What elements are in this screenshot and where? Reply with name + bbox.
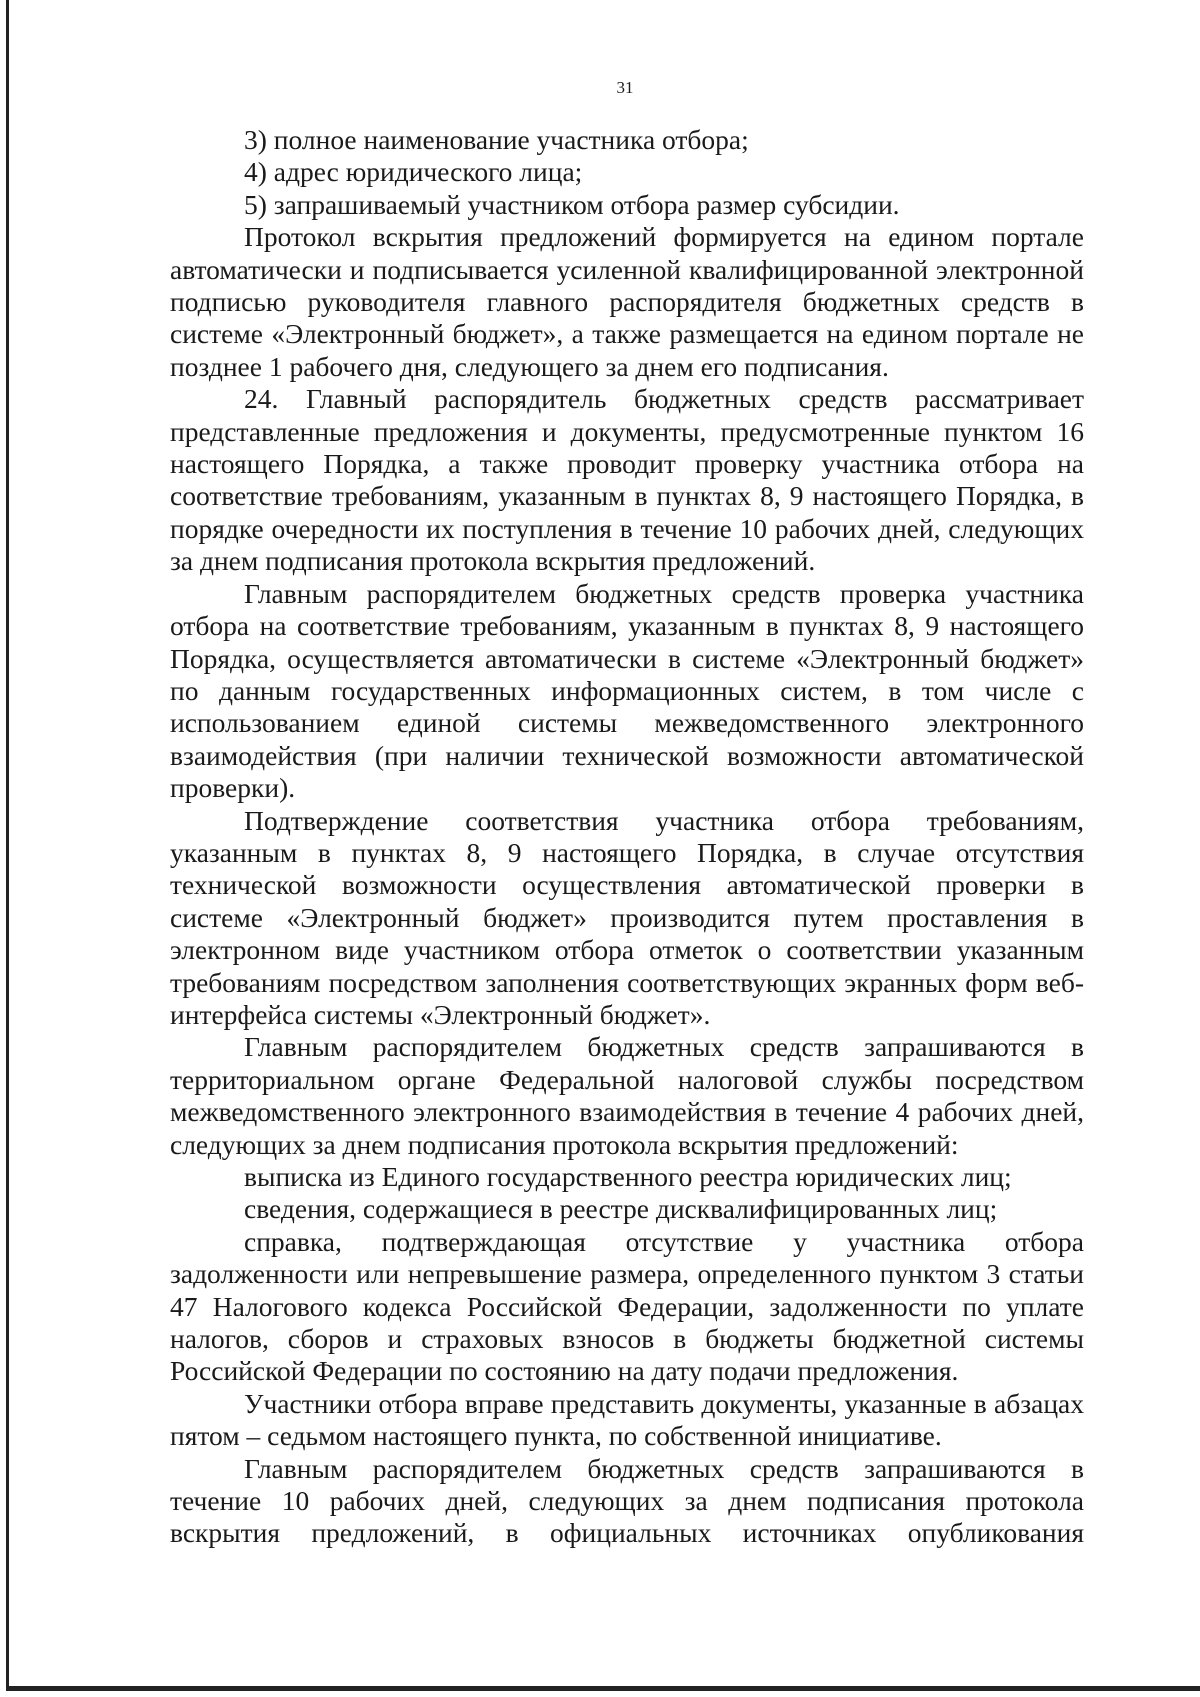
list-item-tax-certificate: справка, подтверждающая отсутствие у участника отбора задолженности или непревышение размера, определенного пунктом 3 статьи 47 Налогового кодекса Российской Федерации, задолженности по уплате налогов, сборов и страховых взносов в бюджеты бюджетной системы Российской Федерации по состоянию на дату подачи предложения. <box>170 1225 1084 1387</box>
paragraph-official-sources: Главным распорядителем бюджетных средств запрашиваются в течение 10 рабочих дней, следующих за днем подписания протокола вскрытия предложений, в официальных источниках опубликования <box>170 1452 1084 1549</box>
paragraph-clause-24: 24. Главный распорядитель бюджетных средств рассматривает представленные предложения и документы, предусмотренные пунктом 16 настоящего Порядка, а также проводит проверку участника отбора на соответствие требованиям, указанным в пунктах 8, 9 настоящего Порядка, в порядке очередности их поступления в течение 10 рабочих дней, следующих за днем подписания протокола вскрытия предложений. <box>170 383 1084 577</box>
scan-border-bottom <box>6 1686 1200 1691</box>
list-item-5: 5) запрашиваемый участником отбора размер субсидии. <box>244 188 900 220</box>
document-body <box>170 124 1084 1550</box>
list-item-3: 3) полное наименование участника отбора; <box>244 124 749 155</box>
paragraph-own-initiative: Участники отбора вправе представить документы, указанные в абзацах пятом – седьмом настоящего пункта, по собственной инициативе. <box>170 1387 1084 1452</box>
page-number: 31 <box>616 78 634 97</box>
paragraph-automatic-check: Главным распорядителем бюджетных средств проверка участника отбора на соответствие требованиям, указанным в пунктах 8, 9 настоящего Порядка, осуществляется автоматически в системе «Электронный бюджет» по данным государственных информационных систем, в том числе с использованием единой системы межведомственного электронного взаимодействия (при наличии технической возможности автоматической проверки). <box>170 577 1084 804</box>
paragraph-confirmation: Подтверждение соответствия участника отбора требованиям, указанным в пунктах 8, 9 настоящего Порядка, в случае отсутствия технической возможности осуществления автоматической проверки в системе «Электронный бюджет» производится путем проставления в электронном виде участником отбора отметок о соответствии указанным требованиям посредством заполнения соответствующих экранных форм веб-интерфейса системы «Электронный бюджет». <box>170 804 1084 1030</box>
paragraph-protocol: Протокол вскрытия предложений формируется на едином портале автоматически и подписывается усиленной квалифицированной электронной подписью руководителя главного распорядителя бюджетных средств в системе «Электронный бюджет», а также размещается на едином портале не позднее 1 рабочего дня, следующего за днем его подписания. <box>170 221 1084 382</box>
list-item-egrul: выписка из Единого государственного реестра юридических лиц; <box>244 1161 1012 1192</box>
list-item-4: 4) адрес юридического лица; <box>244 156 583 188</box>
list-item-disqualified: сведения, содержащиеся в реестре дисквалифицированных лиц; <box>244 1193 998 1225</box>
scan-border-left <box>6 0 9 1690</box>
paragraph-tax-request: Главным распорядителем бюджетных средств запрашиваются в территориальном органе Федеральной налоговой службы посредством межведомственного электронного взаимодействия в течение 4 рабочих дней, следующих за днем подписания протокола вскрытия предложений: <box>170 1031 1084 1160</box>
